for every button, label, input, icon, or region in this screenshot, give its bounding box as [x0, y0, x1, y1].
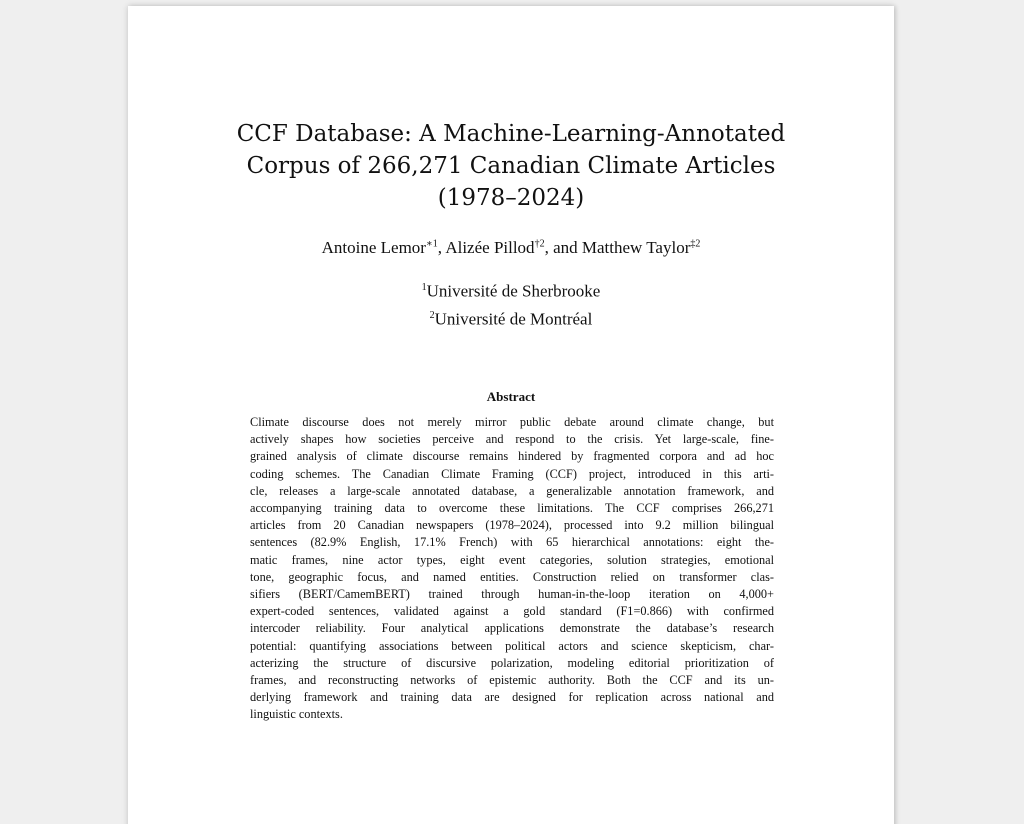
affiliation	[128, 276, 894, 304]
abstract-line: accompanying training data to overcome these limitations. The CCF comprises 266,271	[250, 501, 774, 516]
author-marks: ∗1	[425, 238, 438, 250]
abstract-line: articles from 20 Canadian newspapers (1978–2024), processed into 9.2 million bilingual	[250, 518, 774, 533]
pdf-page	[128, 6, 894, 824]
author-name: Alizée Pillod	[445, 238, 535, 257]
affiliation-list	[128, 276, 894, 331]
affiliation-name: Université de Montréal	[434, 309, 593, 329]
paper-title	[128, 118, 894, 214]
affiliation-name: Université de Sherbrooke	[426, 281, 601, 301]
abstract-heading: Abstract	[486, 389, 536, 404]
author-name: Antoine Lemor	[321, 238, 426, 257]
abstract-line: cle, releases a large-scale annotated database, a generalizable annotation framework, and	[250, 483, 774, 498]
abstract-line: actively shapes how societies perceive and respond to the crisis. Yet large-scale, fine-	[250, 432, 774, 447]
abstract-line: derlying framework and training data are designed for replication across national and	[250, 690, 774, 705]
abstract-line: grained analysis of climate discourse remains hindered by fragmented corpora and ad hoc	[250, 449, 774, 464]
abstract-line: potential: quantifying associations between political actors and science skepticism, char-	[250, 638, 774, 653]
title-line: Corpus of 266,271 Canadian Climate Articles	[246, 153, 776, 179]
affiliation-number: 1	[421, 282, 427, 293]
title-line: (1978–2024)	[437, 185, 585, 211]
abstract-line: frames, and reconstructing networks of epistemic authority. Both the CCF and its un-	[250, 673, 774, 688]
abstract-body	[250, 414, 774, 724]
abstract-line: sentences (82.9% English, 17.1% French) with 65 hierarchical annotations: eight the-	[250, 535, 774, 550]
title-line: CCF Database: A Machine-Learning-Annotated	[236, 121, 786, 147]
abstract-line: tone, geographic focus, and named entities. Construction relied on transformer clas-	[250, 569, 774, 584]
abstract-line: expert-coded sentences, validated against a gold standard (F1=0.866) with confirmed	[250, 604, 774, 619]
abstract-line: intercoder reliability. Four analytical applications demonstrate the database’s research	[250, 621, 774, 636]
abstract-line: linguistic contexts.	[250, 707, 343, 722]
author-list	[128, 238, 894, 258]
affiliation	[128, 304, 894, 332]
author-marks: †2	[534, 238, 545, 250]
abstract-line: Climate discourse does not merely mirror public debate around climate change, but	[250, 415, 774, 429]
abstract-line: acterizing the structure of discursive polarization, modeling editorial prioritization of	[250, 655, 774, 670]
author-name: Matthew Taylor	[581, 238, 691, 257]
author-separator: , and	[544, 238, 582, 257]
abstract-line: sifiers (BERT/CamemBERT) trained through human-in-the-loop iteration on 4,000+	[250, 587, 774, 602]
abstract-line: coding schemes. The Canadian Climate Framing (CCF) project, introduced in this arti-	[250, 466, 774, 481]
author-marks: ‡2	[690, 238, 701, 250]
affiliation-number: 2	[429, 309, 435, 321]
author-separator: ,	[437, 238, 446, 257]
abstract-line: matic frames, nine actor types, eight event categories, solution strategies, emotional	[250, 552, 774, 567]
